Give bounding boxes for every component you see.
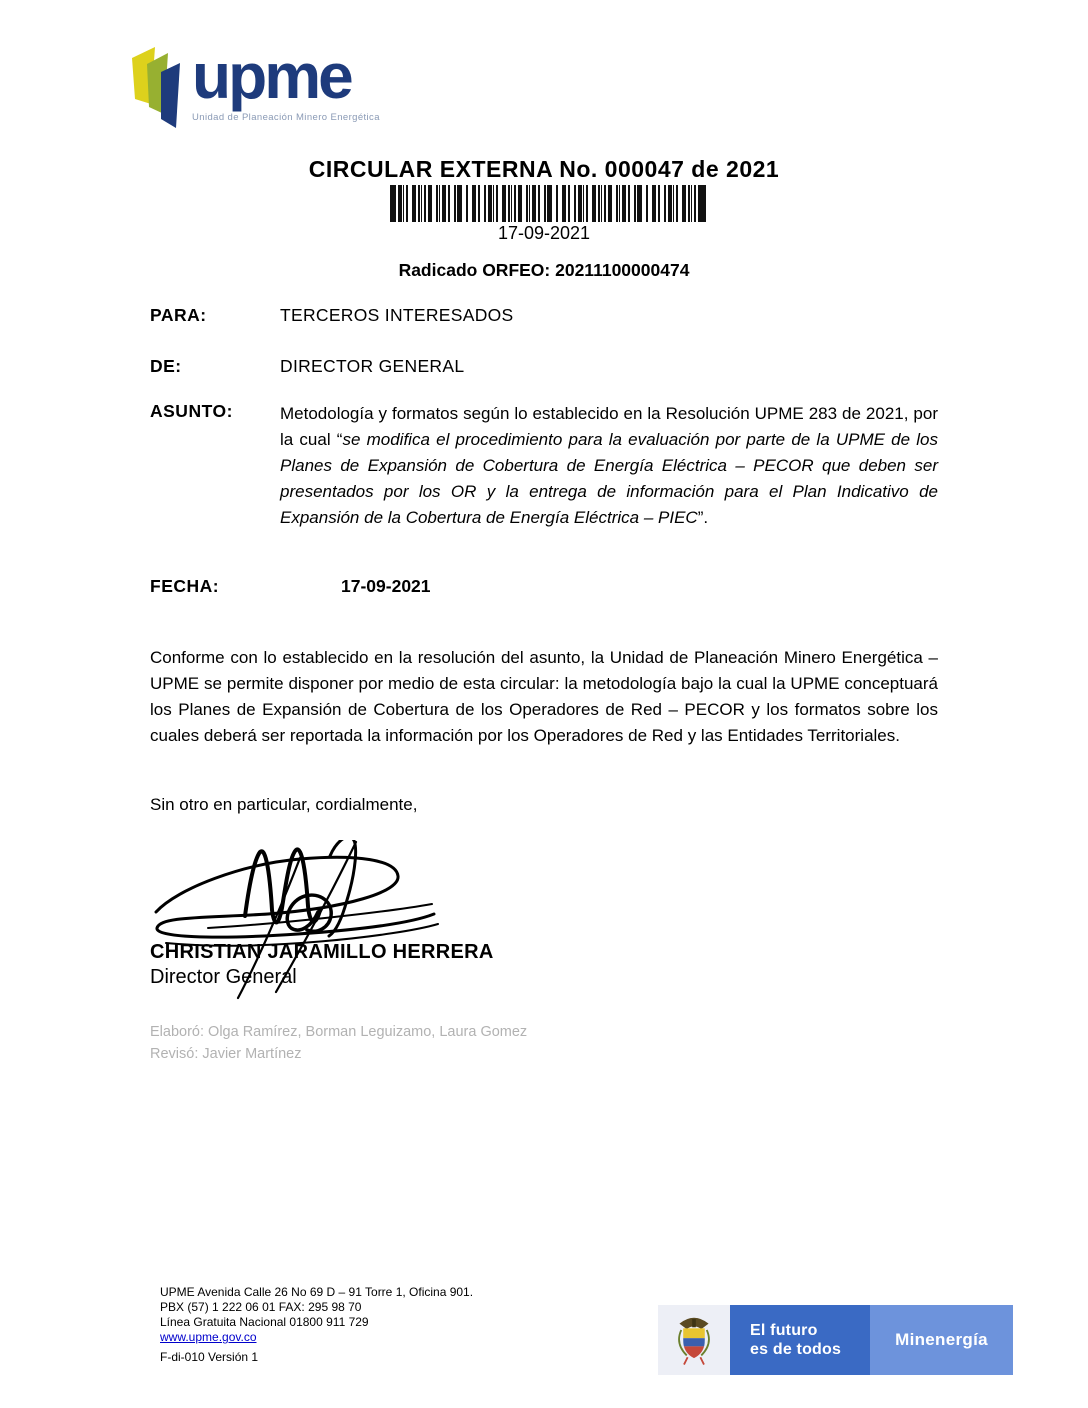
slogan-line-1: El futuro: [750, 1322, 818, 1339]
colombia-coat-of-arms-icon: [674, 1313, 714, 1367]
footer-address: [160, 1285, 473, 1345]
de-value: DIRECTOR GENERAL: [280, 356, 465, 376]
upme-logo: [130, 42, 380, 128]
credit-reviso: Revisó: Javier Martínez: [150, 1046, 302, 1062]
banner-emblem-panel: [658, 1305, 730, 1375]
banner-slogan-panel: [730, 1305, 870, 1375]
para-value: TERCEROS INTERESADOS: [280, 305, 514, 325]
banner-brand-panel: [870, 1305, 1013, 1375]
barcode-date: 17-09-2021: [497, 223, 591, 243]
credits-block: [150, 1021, 527, 1065]
radicado-number: Radicado ORFEO: 20211100000474: [398, 260, 690, 280]
barcode-image: [390, 185, 706, 222]
credit-elaboro: Elaboró: Olga Ramírez, Borman Leguizamo, Laura Gomez: [150, 1024, 528, 1040]
website-link[interactable]: www.upme.gov.co: [160, 1330, 257, 1344]
asunto-label: ASUNTO:: [150, 401, 233, 421]
government-banner: [658, 1305, 1013, 1375]
address-line-1: UPME Avenida Calle 26 No 69 D – 91 Torre 1, Oficina 901.: [160, 1285, 474, 1299]
upme-logo-icon: [130, 42, 188, 128]
fecha-label: FECHA:: [150, 576, 220, 596]
asunto-part1: Metodología y formatos según lo establecido en la Resolución UPME 283 de 2021, por la cual “: [280, 404, 938, 449]
slogan-line-2: es de todos: [750, 1341, 842, 1358]
document-title: CIRCULAR EXTERNA No. 000047 de 2021: [308, 156, 780, 182]
asunto-part3: ”.: [697, 508, 709, 527]
minenergia-label: Minenergía: [895, 1330, 988, 1349]
fecha-value: 17-09-2021: [341, 576, 431, 596]
address-line-2: PBX (57) 1 222 06 01 FAX: 295 98 70: [160, 1300, 362, 1314]
de-label: DE:: [150, 356, 182, 376]
logo-subtitle: Unidad de Planeación Minero Energética: [192, 112, 380, 123]
logo-wordmark: upme: [192, 40, 351, 112]
signer-name: CHRISTIAN JARAMILLO HERRERA: [150, 941, 494, 963]
address-line-3: Línea Gratuita Nacional 01800 911 729: [160, 1315, 369, 1329]
signer-role: Director General: [150, 966, 297, 988]
closing-line: Sin otro en particular, cordialmente,: [150, 795, 418, 814]
asunto-text: [280, 401, 938, 531]
body-paragraph: Conforme con lo establecido en la resolución del asunto, la Unidad de Planeación Minero Energética – UPME se permite disponer por medio de esta circular: la metodología bajo la cual la UPME conceptuará los Planes de Expansión de Cobertura de los Operadores de Red – PECOR y los formatos sobre los cuales deberá ser reportada la información por los Operadores de Red y las Entidades Territoriales.: [150, 648, 938, 745]
para-label: PARA:: [150, 305, 207, 325]
form-version: F-di-010 Versión 1: [160, 1350, 259, 1364]
asunto-part2-italic: se modifica el procedimiento para la evaluación por parte de la UPME de los Planes de Expansión de Cobertura de Energía Eléctrica – PECOR que deben ser presentados por los OR y la entrega de información para el Plan Indicativo de Expansión de la Cobertura de Energía Eléctrica – PIEC: [280, 430, 938, 527]
